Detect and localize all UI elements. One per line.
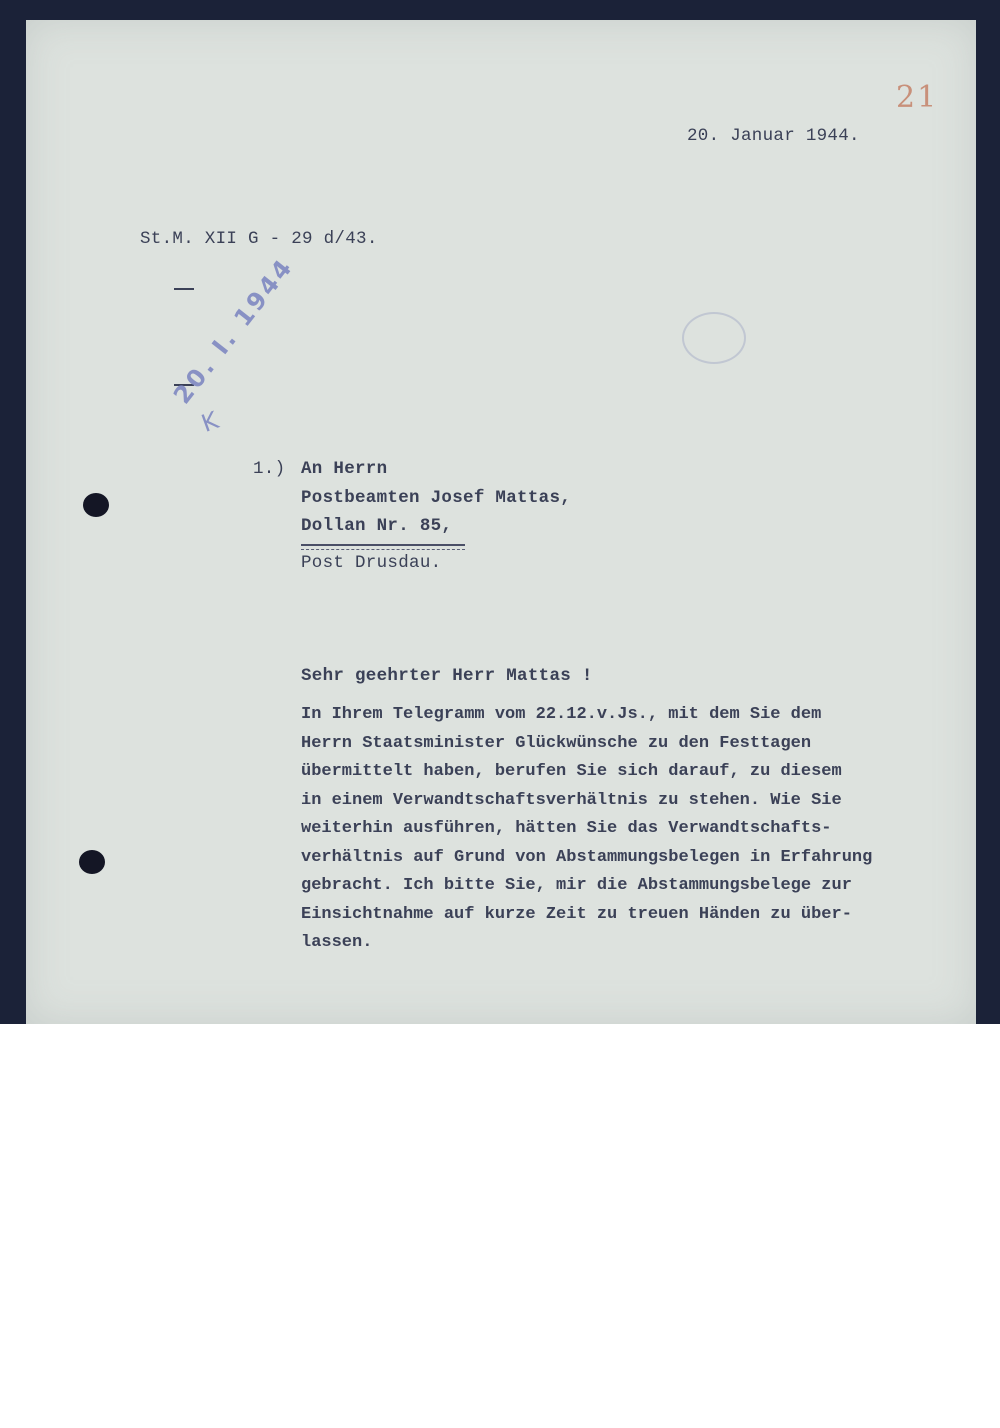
address-line-1: An Herrn [301,459,388,479]
address-line-4: Post Drusdau. [301,553,442,573]
receipt-date-stamp: 20. I. 1944 [168,252,300,410]
letter-body [301,701,961,958]
punch-hole-top [83,493,109,517]
faint-red-stamp [760,240,790,326]
body-line: in einem Verwandtschaftsverhältnis zu stehen. Wie Sie [301,790,842,810]
address-underline [301,544,465,546]
body-line: verhältnis auf Grund von Abstammungsbelegen in Erfahrung [301,847,873,867]
body-line: In Ihrem Telegramm vom 22.12.v.Js., mit dem Sie dem [301,705,822,724]
salutation: Sehr geehrter Herr Mattas ! [301,666,593,686]
body-line: gebracht. Ich bitte Sie, mir die Abstammungsbelege zur [301,876,852,895]
address-line-3: Dollan Nr. 85, [301,516,453,536]
punch-hole-bottom [79,850,105,874]
receipt-stamp-initial: K [197,406,223,438]
address-underline-dashed [301,549,465,550]
letter-date: 20. Januar 1944. [687,126,860,146]
body-line: Einsichtnahme auf kurze Zeit zu treuen Händen zu über- [301,904,852,924]
folio-number: 21 [896,80,939,115]
address-line-2: Postbeamten Josef Mattas, [301,488,572,508]
body-line: lassen. [301,933,373,952]
reference-number: St.M. XII G - 29 d/43. [140,229,378,249]
faint-circular-stamp [682,312,746,364]
address-item-number: 1.) [253,459,286,479]
body-line: übermittelt haben, berufen Sie sich darauf, zu diesem [301,762,842,781]
body-line: weiterhin ausführen, hätten Sie das Verwandtschafts- [301,819,832,838]
dash-mark-1 [174,288,194,290]
body-line: Herrn Staatsminister Glückwünsche zu den Festtagen [301,733,812,753]
